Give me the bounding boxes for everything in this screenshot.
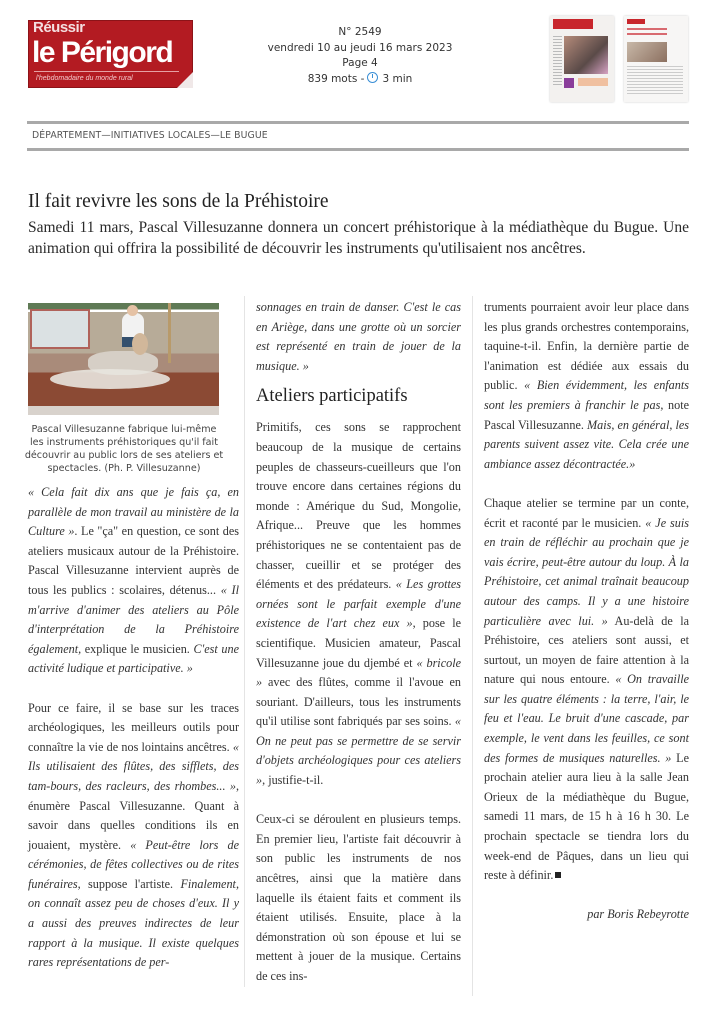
quote: C'est une activité ludique et participative. » [28, 641, 240, 676]
quote: « On ne peut pas se permettre de se servir d'objets archéologiques pour ces ateliers » [256, 714, 461, 788]
issue-date: vendredi 10 au jeudi 16 mars 2023 [267, 41, 453, 54]
quote: « Il m'arrive d'animer des ateliers au Pôle d'interprétation de la Préhistoire également, [28, 582, 239, 656]
quote: « On travaille sur les quatre éléments : la terre, l'air, le feu et l'eau. Le bruit d'une cascade, par exemple, le vent dans les feuilles, ce sont des formes de musiques naturelles. » [484, 672, 689, 765]
body-text: , justifie-t-il. [262, 773, 324, 788]
logo-tagline: l'hebdomadaire du monde rural [36, 75, 133, 82]
body-text: , énumère Pascal Villesuzanne. Quant à savoir dans quelles conditions ils en jouaient, mystère. [28, 778, 239, 852]
quote: Finalement, on connaît assez peu de choses d'eux. Il y a aussi des preuves indirectes de leur rapport à la musique. Il existe quelques rares représentations de per- [28, 876, 239, 970]
article-subheading: Ateliers participatifs [256, 386, 408, 407]
body-text: explique le musicien. [81, 641, 194, 656]
body-text: Ceux-ci se déroulent en plusieurs temps. En premier lieu, l'artiste fait découvrir à son public les instruments de nos ancêtres, ainsi que la matière dans laquelle ils étaient faits et comment ils étaient utilisés. Ensuite, place à la démonstration où son épouse et lui se mettent à jouer de la musique. Certains de ces ins- [256, 812, 461, 983]
section-rule-top [27, 121, 689, 124]
page-thumbnail-front[interactable] [550, 16, 614, 102]
photo-caption: Pascal Villesuzanne fabrique lui-même les instruments préhistoriques qu'il fait découvrir au public lors de ses ateliers et spectacles. (Ph. P. Villesuzanne) [24, 424, 224, 474]
quote: sonnages en train de danser. C'est le cas en Ariège, dans une grotte où un sorcier est représenté en train de jouer de la musique. » [256, 300, 461, 373]
body-text: . Le "ça" en question, ce sont des ateliers musicaux autour de la Préhistoire. Pascal Villesuzanne intervient auprès de tous les publics : scolaires, détenus... [28, 524, 239, 597]
photo-person-head [127, 305, 138, 316]
logo-line-2: le Périgord [32, 36, 173, 69]
photo-info-panel [30, 309, 90, 349]
word-count: 839 mots - [307, 72, 365, 85]
photo-pole [168, 303, 171, 363]
thumbnail-title [627, 28, 667, 38]
thumbnail-ad [564, 78, 574, 88]
paragraph [28, 699, 239, 973]
logo-line-1: Réussir [33, 20, 85, 36]
paragraph [256, 810, 461, 986]
paragraph [256, 418, 461, 790]
logo-rule [34, 71, 179, 72]
quote: « Ils utilisaient des flûtes, des sifflets, des tam-bours, des racleurs, des rhombes... » [28, 739, 239, 793]
column-divider [472, 296, 473, 996]
paragraph [484, 494, 689, 886]
body-text: Le prochain atelier aura lieu à la salle Jean Orieux de la médiathèque du Bugue, samedi 11 mars, de 15 h à 16 h 30. Le prochain spectacle se tiendra lors du week-end de Pâques, dans un lieu qui reste à définir. [484, 750, 689, 883]
issue-metadata [250, 25, 470, 87]
quote: Mais, en général, les parents suivent assez vite. Cela crée une ambiance assez décontractée.» [484, 417, 689, 471]
body-text: avec des flûtes, comme il l'avoue en souriant. D'ailleurs, tous les instruments qu'il utilise sont fabriqués par ses soins. [256, 675, 461, 729]
end-of-article-mark-icon [555, 872, 561, 878]
article-lead: Samedi 11 mars, Pascal Villesuzanne donnera un concert préhistorique à la médiathèque du Bugue. Une animation qui offrira la possibilité de découvrir les instruments qu'utilisaient nos ancêtres. [28, 219, 689, 257]
thumbnail-photo [627, 42, 667, 62]
body-text: note Pascal Villesuzanne. [484, 397, 690, 432]
body-text: Au-delà de la Préhistoire, ces ateliers sont aussi, et surtout, un moyen de faire attention à la nature qui nous entoure. [484, 613, 689, 687]
thumbnail-text [627, 66, 683, 94]
thumbnail-photo [564, 36, 608, 74]
thumbnail-ad-text [578, 78, 608, 86]
quote: « Peut-être lors de cérémonies, de fêtes collectives ou de rites funéraires, [28, 837, 240, 891]
section-label: DÉPARTEMENT—INITIATIVES LOCALES—LE BUGUE [32, 130, 268, 141]
thumbnail-section-tag [627, 19, 645, 24]
publication-logo[interactable] [28, 20, 193, 88]
photo-drum [132, 333, 148, 355]
logo-page-curl [177, 72, 193, 88]
quote: « Bien évidemment, les enfants sont les premiers à franchir le pas, [484, 378, 689, 412]
paragraph [28, 483, 239, 679]
article-title: Il fait revivre les sons de la Préhistoire [28, 191, 329, 212]
body-text: truments pourraient avoir leur place dans les plus grands orchestres contemporains, taquine-t-il. Enfin, la dernière partie de l'animation est dédiée aux essais du public. [484, 300, 689, 393]
quote: « Cela fait dix ans que je fais ça, en parallèle de mon travail au ministère de la Culture » [28, 485, 239, 539]
clock-icon [367, 72, 378, 83]
reading-time: 3 min [382, 72, 413, 85]
body-text: Primitifs, ces sons se rapprochent beaucoup de la musique de certains peuples de chasseurs-cueilleurs que l'on trouve encore dans certaines régions du monde : Amérique du Sud, Mongolie, Afrique... Preuve que les hommes préhistoriques ne se contentaient pas de chasser, cueillir et se protéger des éléments et des prédateurs. [256, 420, 461, 592]
section-rule-bottom [27, 148, 689, 151]
page-thumbnail-article[interactable] [624, 16, 688, 102]
quote: « bricole » [256, 655, 461, 690]
body-text: Pour ce faire, il se base sur les traces archéologiques, les meilleurs outils pour connaître la vie de nos lointains ancêtres. [28, 700, 239, 754]
paragraph [484, 298, 689, 474]
article-photo[interactable] [28, 303, 219, 415]
article-column-1 [24, 303, 240, 992]
body-text: Chaque atelier se termine par un conte, écrit et raconté par le musicien. [484, 495, 689, 530]
article-column-3 [484, 298, 689, 925]
page-thumbnails [550, 16, 690, 104]
thumbnail-logo [553, 19, 593, 29]
page-number: Page 4 [342, 57, 378, 69]
photo-fur [50, 369, 170, 389]
body-text: suppose l'artiste. [80, 876, 181, 891]
body-text: , pose le scientifique. Musicien amateur, Pascal Villesuzanne joue du djembé et [256, 616, 461, 670]
article-byline: par Boris Rebeyrotte [587, 907, 689, 922]
reading-info [250, 72, 470, 88]
column-divider [244, 296, 245, 987]
quote: « Les grottes ornées sont le parfait exemple d'une existence de l'art chez eux » [256, 577, 461, 631]
issue-number: N° 2549 [338, 26, 382, 38]
paragraph [256, 298, 461, 376]
article-column-2 [256, 298, 461, 1006]
quote: « Je suis en train de réfléchir au prochain que je vais écrire, peut-être autour du loup. À la Préhistoire, cet animal traînait beaucoup autour des camps. Il y a une histoire particulière avec lui. » [484, 515, 689, 628]
thumbnail-text [553, 36, 562, 86]
